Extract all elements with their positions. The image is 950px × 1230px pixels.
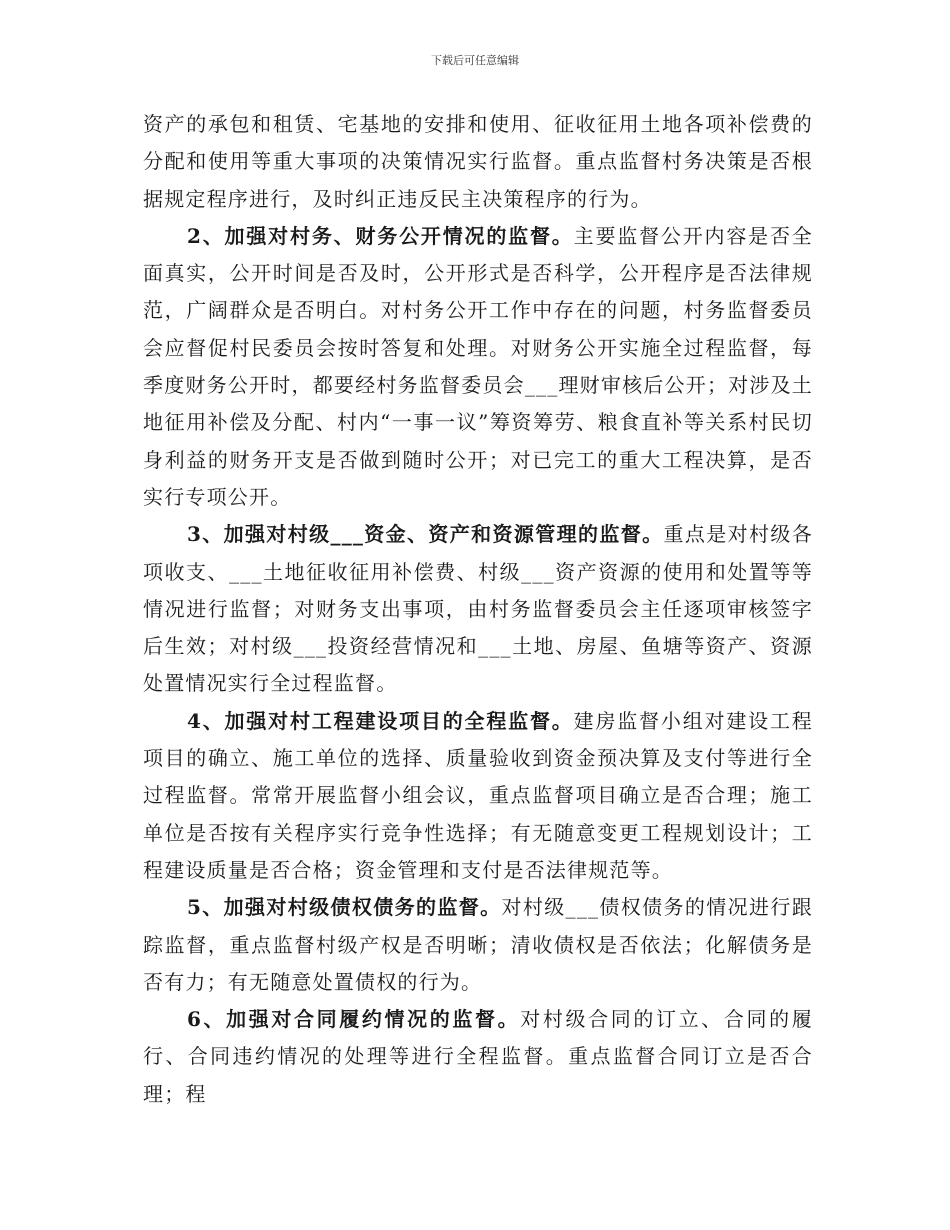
paragraph-4-heading: 4、加强对村工程建设项目的全程监督。 (187, 708, 574, 733)
paragraph-4-body: 建房监督小组对建设工程项目的确立、施工单位的选择、质量验收到资金预决算及支付等进行全过程监督。常常开展监督小组会议，重点监督项目确立是否合理；施工单位是否按有关程序实行竞争性选择；有无随意变更工程规划设计；工程建设质量是否合格；资金管理和支付是否法律规范等。 (143, 708, 813, 882)
paragraph-3 (143, 516, 813, 702)
paragraph-5-body: 对村级___债权债务的情况进行跟踪监督，重点监督村级产权是否明晰；清收债权是否依法；化解债务是否有力；有无随意处置债权的行为。 (143, 895, 813, 994)
document-body (143, 106, 813, 1113)
paragraph-1 (143, 106, 813, 218)
paragraph-6 (143, 1001, 813, 1113)
paragraph-5 (143, 889, 813, 1001)
paragraph-6-body: 对村级合同的订立、合同的履行、合同违约情况的处理等进行全程监督。重点监督合同订立是否合理；程 (143, 1007, 813, 1106)
paragraph-2-body: 主要监督公开内容是否全面真实，公开时间是否及时，公开形式是否科学，公开程序是否法律规范，广阔群众是否明白。对村务公开工作中存在的问题，村务监督委员会应督促村民委员会按时答复和处理。对财务公开实施全过程监督，每季度财务公开时，都要经村务监督委员会___理财审核后公开；对涉及土地征用补偿及分配、村内“一事一议”筹资筹劳、粮食直补等关系村民切身利益的财务开支是否做到随时公开；对已完工的重大工程决算，是否实行专项公开。 (143, 223, 813, 509)
paragraph-3-body: 重点是对村级各项收支、___土地征收征用补偿费、村级___资产资源的使用和处置等等情况进行监督；对财务支出事项，由村务监督委员会主任逐项审核签字后生效；对村级___投资经营情况和___土地、房屋、鱼塘等资产、资源处置情况实行全过程监督。 (143, 522, 813, 696)
paragraph-5-heading: 5、加强对村级债权债务的监督。 (187, 895, 502, 920)
paragraph-6-heading: 6、加强对合同履约情况的监督。 (187, 1007, 521, 1032)
paragraph-3-heading: 3、加强对村级___资金、资产和资源管理的监督。 (187, 522, 664, 547)
page-header: 下载后可任意编辑 (431, 54, 519, 67)
paragraph-4 (143, 703, 813, 889)
paragraph-2-heading: 2、加强对村务、财务公开情况的监督。 (187, 223, 574, 248)
paragraph-2 (143, 218, 813, 516)
paragraph-1-body: 资产的承包和租赁、宅基地的安排和使用、征收征用土地各项补偿费的分配和使用等重大事项的决策情况实行监督。重点监督村务决策是否根据规定程序进行，及时纠正违反民主决策程序的行为。 (143, 112, 813, 211)
